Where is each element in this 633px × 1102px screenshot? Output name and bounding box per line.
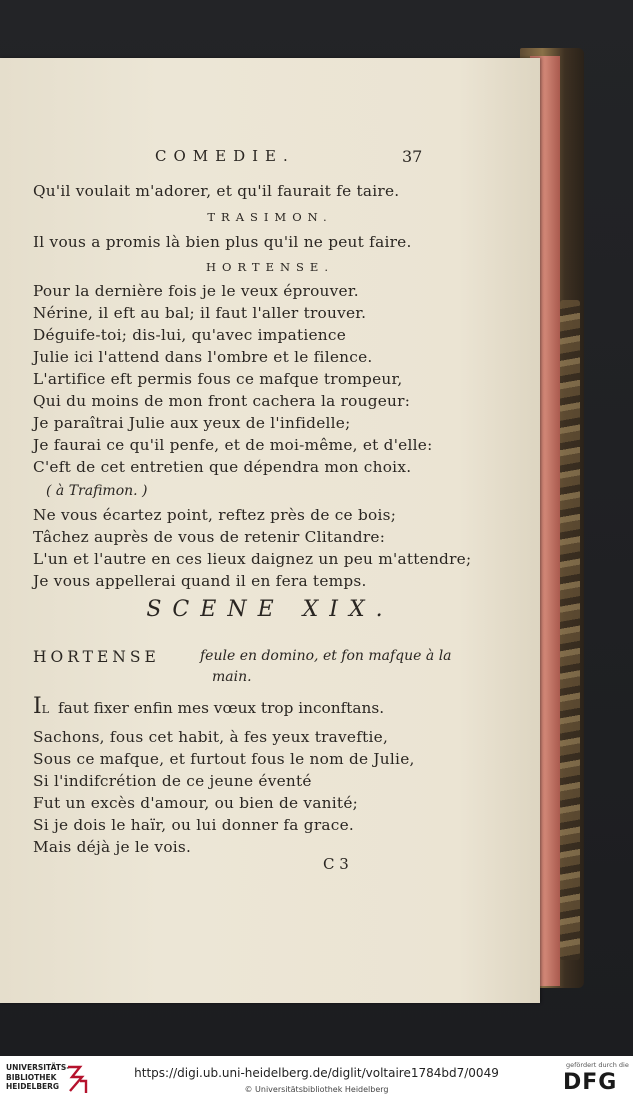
logo-line-1: UNIVERSITÄTS-: [6, 1063, 70, 1072]
verse-line: L'un et l'autre en ces lieux daignez un peu m'attendre;: [33, 550, 472, 568]
scene-direction: feule en domino, et fon mafque à la: [200, 648, 452, 664]
verse-line: Je faurai ce qu'il penfe, et de moi-même, et d'elle:: [33, 436, 433, 454]
sponsor-label: gefördert durch die: [566, 1061, 629, 1069]
verse-line: Il vous a promis là bien plus qu'il ne peut faire.: [33, 233, 412, 251]
verse-line: Si l'indifcrétion de ce jeune éventé: [33, 772, 312, 790]
stage-direction: ( à Trafimon. ): [46, 483, 148, 499]
verse-line: Qu'il voulait m'adorer, et qu'il faurait fe taire.: [33, 182, 400, 200]
verse-line: Tâchez auprès de vous de retenir Clitandre:: [33, 528, 386, 546]
verse-line: C'eft de cet entretien que dépendra mon choix.: [33, 458, 412, 476]
marbled-cover: [560, 300, 580, 960]
scene-direction-continued: main.: [212, 669, 252, 685]
verse-line: Fut un excès d'amour, ou bien de vanité;: [33, 794, 359, 812]
verse-line: Qui du moins de mon front cachera la rougeur:: [33, 392, 411, 410]
verse-line: L'artifice eft permis fous ce mafque trompeur,: [33, 370, 403, 388]
verse-line: Pour la dernière fois je le veux éprouver.: [33, 282, 359, 300]
first-word-rest: L: [41, 703, 52, 716]
verse-line: Si je dois le haïr, ou lui donner fa grace.: [33, 816, 354, 834]
dfg-logo: DFG: [563, 1070, 618, 1095]
verse-line: Sous ce mafque, et furtout fous le nom de Julie,: [33, 750, 415, 768]
verse-line: Nérine, il eft au bal; il faut l'aller trouver.: [33, 304, 367, 322]
first-line-rest: faut fixer enfin mes vœux trop inconftans.: [58, 699, 385, 717]
logo-line-3: HEIDELBERG: [6, 1082, 60, 1091]
signature-mark: C 3: [323, 855, 349, 873]
drop-cap: I: [33, 694, 42, 719]
page-number: 37: [402, 147, 423, 166]
speaker-name: HORTENSE.: [206, 260, 334, 274]
verse-line: Mais déjà je le vois.: [33, 838, 192, 856]
running-head: COMEDIE.: [155, 147, 295, 165]
scene-speaker: HORTENSE: [33, 648, 160, 666]
permalink-url[interactable]: https://digi.ub.uni-heidelberg.de/diglit/voltaire1784bd7/0049: [134, 1066, 499, 1080]
verse-line: Je vous appellerai quand il en fera temps.: [33, 572, 367, 590]
book-page: [0, 58, 540, 1003]
scene-title: SCENE XIX.: [146, 597, 394, 622]
verse-line: Déguife-toi; dis-lui, qu'avec impatience: [33, 326, 347, 344]
first-verse-line: [33, 694, 384, 719]
verse-line: Sachons, fous cet habit, à fes yeux traveftie,: [33, 728, 389, 746]
speaker-name: TRASIMON.: [207, 210, 333, 224]
verse-line: Je paraîtrai Julie aux yeux de l'infidelle;: [33, 414, 351, 432]
verse-line: Ne vous écartez point, reftez près de ce bois;: [33, 506, 397, 524]
verse-line: Julie ici l'attend dans l'ombre et le filence.: [33, 348, 373, 366]
logo-line-2: BIBLIOTHEK: [6, 1072, 57, 1082]
footer-bar: [0, 1056, 633, 1102]
copyright-notice: © Universitätsbibliothek Heidelberg: [244, 1085, 389, 1094]
